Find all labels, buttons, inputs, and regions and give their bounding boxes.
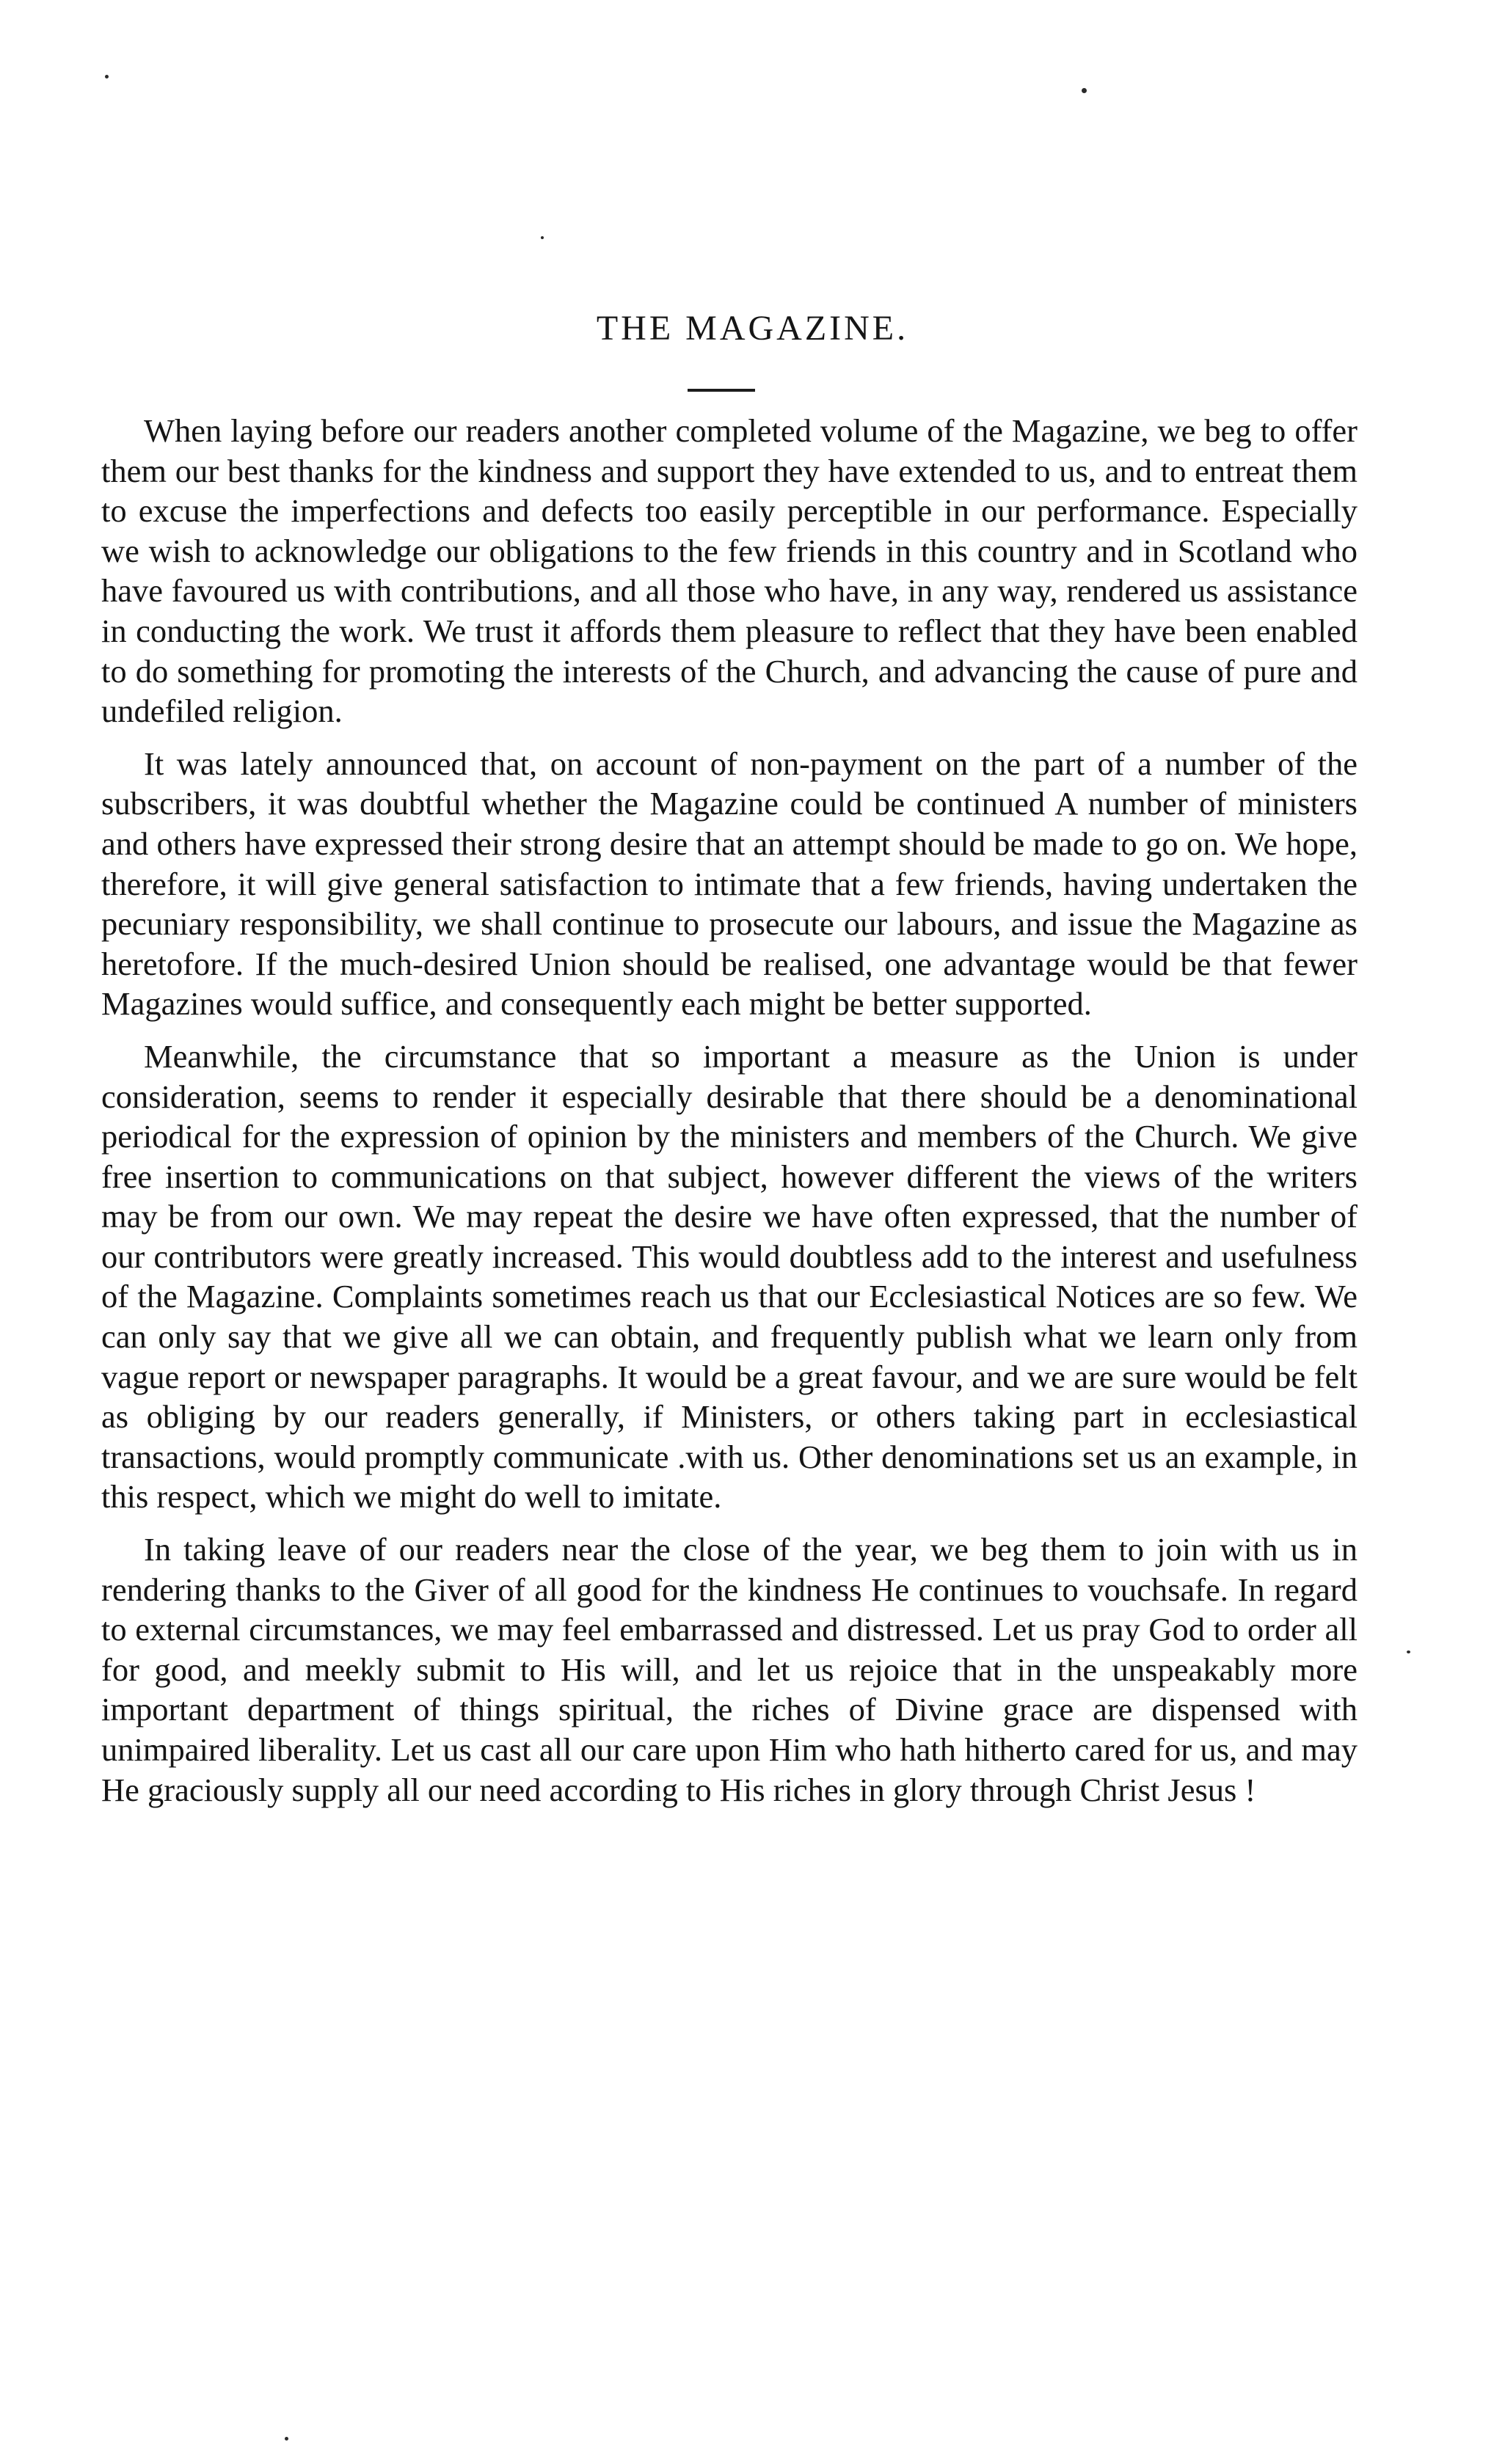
title-divider [688, 389, 755, 392]
print-speck [1082, 88, 1087, 93]
article-body [101, 411, 1358, 1822]
print-speck [541, 236, 544, 239]
print-speck [105, 75, 109, 78]
print-speck [285, 2437, 288, 2441]
paragraph: Meanwhile, the circumstance that so important a measure as the Union is under consideration, seems to render it especially desirable that there should be a denominational periodical for the expression of opinion by the ministers and members of the Church. We give free insertion to communications on that subject, however different the views of the writers may be from our own. We may repeat the desire we have often expressed, that the number of our contributors were greatly increased. This would doubtless add to the interest and usefulness of the Magazine. Complaints sometimes reach us that our Ecclesiastical Notices are so few. We can only say that we give all we can obtain, and frequently publish what we learn only from vague report or newspaper paragraphs. It would be a great favour, and we are sure would be felt as obliging by our readers generally, if Ministers, or others taking part in ecclesiastical transactions, would promptly communicate .with us. Other denominations set us an example, in this respect, which we might do well to imitate. [101, 1037, 1358, 1516]
paragraph: It was lately announced that, on account of non-payment on the part of a number of the subscribers, it was doubtful whether the Magazine could be continued A number of ministers and others have expressed their strong desire that an attempt should be made to go on. We hope, therefore, it will give general satisfaction to intimate that a few friends, having undertaken the pecuniary responsibility, we shall continue to prosecute our labours, and issue the Magazine as heretofore. If the much-desired Union should be realised, one advantage would be that fewer Magazines would suffice, and consequently each might be better supported. [101, 745, 1358, 1023]
page-title: THE MAGAZINE. [596, 309, 909, 348]
paragraph: In taking leave of our readers near the close of the year, we beg them to join with us in rendering thanks to the Giver of all good for the kindness He continues to vouchsafe. In regard to external circumstances, we may feel embarrassed and distressed. Let us pray God to order all for good, and meekly submit to His will, and let us rejoice that in the unspeakably more important department of things spiritual, the riches of Divine grace are dispensed with unimpaired liberality. Let us cast all our care upon Him who hath hitherto cared for us, and may He graciously supply all our need according to His riches in glory through Christ Jesus ! [101, 1531, 1358, 1808]
paragraph: When laying before our readers another completed volume of the Magazine, we beg to offer them our best thanks for the kindness and support they have extended to us, and to entreat them to excuse the imperfections and defects too easily perceptible in our performance. Especially we wish to acknowledge our obligations to the few friends in this country and in Scotland who have favoured us with contributions, and all those who have, in any way, rendered us assistance in conducting the work. We trust it affords them pleasure to reflect that they have been enabled to do something for promoting the interests of the Church, and advancing the cause of pure and undefiled religion. [101, 412, 1358, 730]
print-speck [1407, 1650, 1410, 1653]
